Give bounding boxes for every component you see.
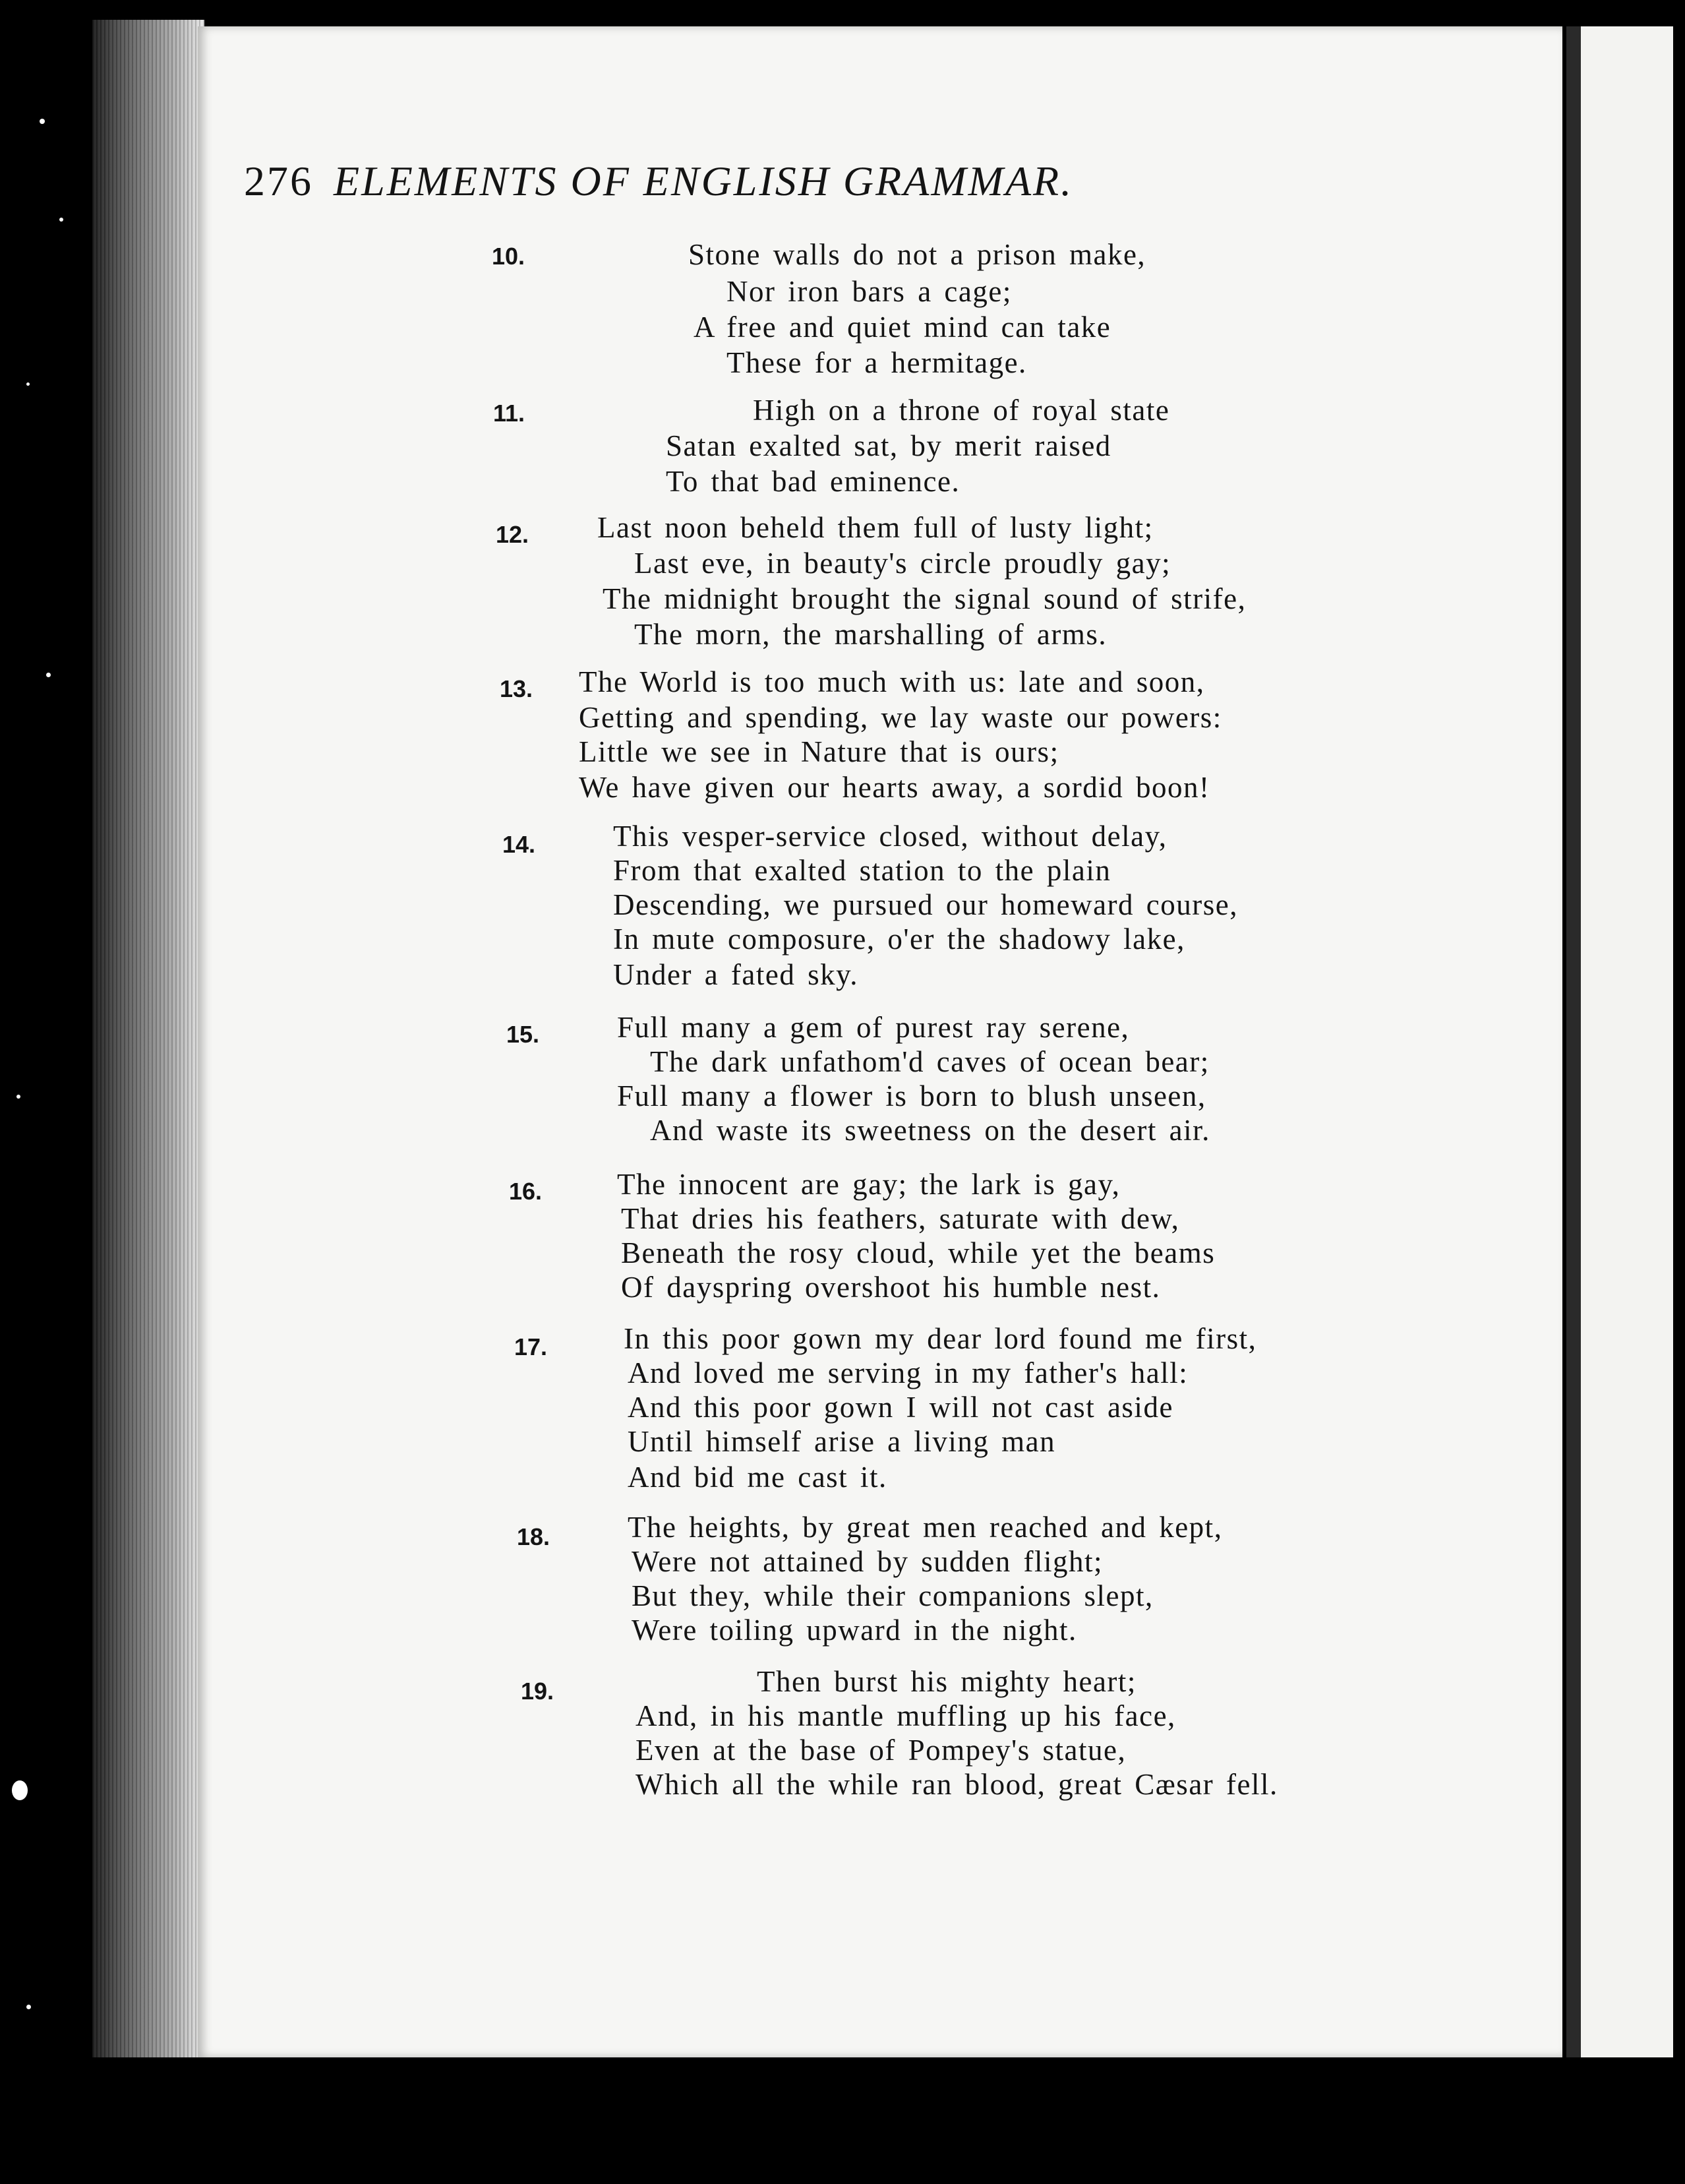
poem-line: This vesper-service closed, without delay, (613, 820, 1168, 853)
poem-line: Which all the while ran blood, great Cæsar fell. (636, 1768, 1278, 1801)
poem-line: Were not attained by sudden flight; (632, 1545, 1103, 1578)
poem-line: The World is too much with us: late and soon, (579, 665, 1205, 698)
poem-number: 14. (502, 831, 536, 858)
poem-line: And loved me serving in my father's hall: (628, 1356, 1189, 1389)
poem-line: Getting and spending, we lay waste our powers: (579, 701, 1222, 734)
scan-speck (16, 1095, 20, 1099)
poem-number: 12. (496, 521, 529, 548)
poem-line: In this poor gown my dear lord found me first, (624, 1322, 1257, 1355)
poem-number: 15. (506, 1021, 540, 1048)
page-number: 276 (244, 158, 313, 204)
poem-line: High on a throne of royal state (753, 394, 1170, 427)
poem-line: But they, while their companions slept, (632, 1579, 1154, 1612)
page-divider (1566, 26, 1581, 2057)
running-title: ELEMENTS OF ENGLISH GRAMMAR. (334, 158, 1074, 204)
poem-line: Descending, we pursued our homeward course, (613, 888, 1238, 921)
poem-line: Little we see in Nature that is ours; (579, 735, 1059, 768)
scan-speck (12, 1780, 28, 1800)
poem-line: Then burst his mighty heart; (757, 1665, 1137, 1698)
book-gutter (92, 20, 204, 2057)
scan-speck (40, 119, 45, 124)
poem-line: Full many a gem of purest ray serene, (617, 1011, 1130, 1044)
poem-line: These for a hermitage. (726, 346, 1027, 379)
poem-line: Until himself arise a living man (628, 1425, 1056, 1458)
poem-line: Last noon beheld them full of lusty light; (597, 511, 1154, 544)
poem-line: Under a fated sky. (613, 958, 858, 991)
poem-line: The heights, by great men reached and kept, (628, 1511, 1223, 1544)
poem-number: 18. (517, 1523, 550, 1550)
scan-speck (46, 673, 51, 677)
poem-line: The midnight brought the signal sound of strife, (603, 582, 1247, 615)
facing-page-edge (1581, 26, 1673, 2057)
poem-line: We have given our hearts away, a sordid boon! (579, 771, 1210, 804)
poem-line: Nor iron bars a cage; (726, 275, 1012, 308)
page-header (244, 157, 1332, 206)
poem-number: 19. (521, 1678, 554, 1705)
poem-line: Stone walls do not a prison make, (688, 238, 1146, 271)
poem-line: Were toiling upward in the night. (632, 1614, 1077, 1647)
poem-line: And waste its sweetness on the desert air. (650, 1114, 1210, 1147)
scan-speck (26, 2005, 31, 2009)
poem-line: Full many a flower is born to blush unseen, (617, 1079, 1206, 1112)
poem-line: To that bad eminence. (666, 465, 961, 498)
poem-number: 17. (514, 1333, 548, 1360)
poem-number: 16. (509, 1178, 543, 1205)
poem-line: And this poor gown I will not cast aside (628, 1391, 1173, 1424)
poem-line: In mute composure, o'er the shadowy lake, (613, 923, 1185, 956)
poem-line: That dries his feathers, saturate with dew, (621, 1202, 1180, 1235)
poem-line: And, in his mantle muffling up his face, (636, 1699, 1176, 1732)
poem-line: The innocent are gay; the lark is gay, (617, 1168, 1121, 1201)
poem-line: A free and quiet mind can take (694, 311, 1111, 344)
poem-line: Last eve, in beauty's circle proudly gay; (634, 547, 1171, 580)
poem-number: 13. (500, 675, 533, 702)
poem-line: Satan exalted sat, by merit raised (666, 429, 1111, 462)
poem-line: Beneath the rosy cloud, while yet the beams (621, 1236, 1216, 1269)
poem-line: From that exalted station to the plain (613, 854, 1111, 887)
poem-line: Even at the base of Pompey's statue, (636, 1734, 1127, 1767)
poem-number: 10. (492, 243, 525, 270)
scan-speck (26, 382, 30, 386)
poem-number: 11. (493, 400, 525, 427)
poem-line: The dark unfathom'd caves of ocean bear; (650, 1045, 1210, 1078)
poem-line: Of dayspring overshoot his humble nest. (621, 1271, 1161, 1304)
scan-speck (59, 218, 63, 222)
poem-line: And bid me cast it. (628, 1461, 887, 1494)
poem-line: The morn, the marshalling of arms. (634, 618, 1108, 651)
